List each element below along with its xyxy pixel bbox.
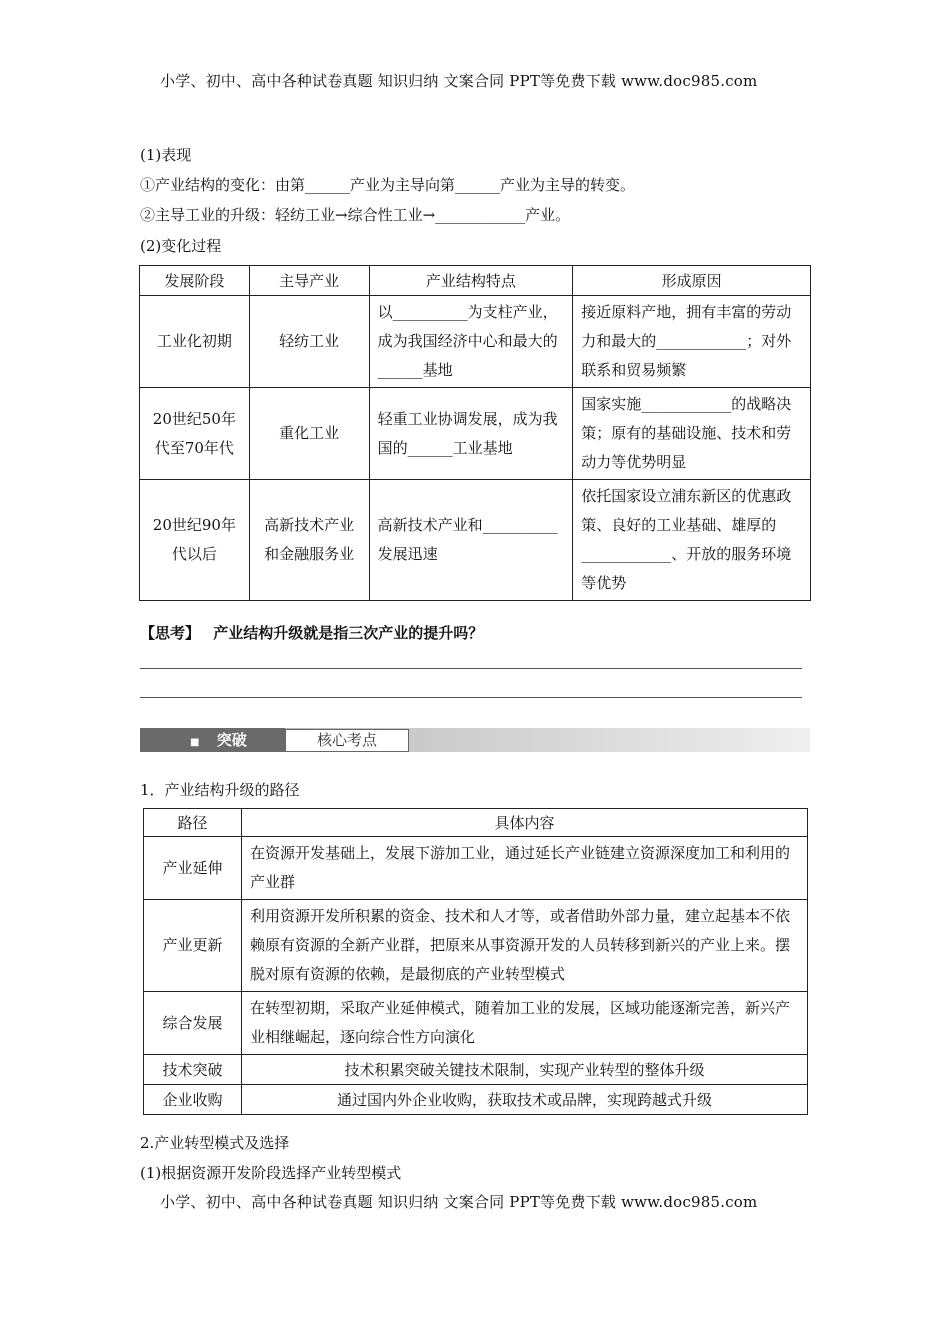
- table-header: 路径: [144, 809, 242, 837]
- table-cell: 依托国家设立浦东新区的优惠政策、良好的工业基础、雄厚的____________、开放的服务环境等优势: [573, 480, 811, 601]
- table-header: 形成原因: [573, 266, 811, 296]
- page-footer: 小学、初中、高中各种试卷真题 知识归纳 文案合同 PPT等免费下载 www.doc985.com: [160, 1193, 758, 1211]
- think-label: 【思考】: [140, 624, 201, 642]
- table-cell: 高新技术产业和金融服务业: [249, 480, 369, 601]
- banner-dark-label: 突破: [216, 731, 247, 749]
- table-cell: 接近原料产地，拥有丰富的劳动力和最大的____________；对外联系和贸易频繁: [573, 296, 811, 388]
- table-cell: 利用资源开发所积累的资金、技术和人才等，或者借助外部力量，建立起基本不依赖原有资源的全新产业群，把原来从事资源开发的人员转移到新兴的产业上来。摆脱对原有资源的依赖，是最彻底的产业转型模式: [242, 900, 808, 992]
- heading-process: (2)变化过程: [140, 237, 222, 255]
- think-text: 产业结构升级就是指三次产业的提升吗？: [213, 624, 484, 642]
- process-table: [139, 265, 811, 601]
- table-cell: 综合发展: [144, 992, 242, 1055]
- table-cell: 重化工业: [249, 388, 369, 480]
- page-header: 小学、初中、高中各种试卷真题 知识归纳 文案合同 PPT等免费下载 www.doc985.com: [160, 72, 758, 90]
- fill-blank-line-2: ②主导工业的升级：轻纺工业→综合性工业→____________产业。: [140, 206, 571, 224]
- table-row: [144, 837, 808, 900]
- table-cell: 20世纪90年代以后: [140, 480, 250, 601]
- table-cell: 产业更新: [144, 900, 242, 992]
- table-row: [140, 296, 811, 388]
- banner-light-label: 核心考点: [285, 729, 409, 752]
- table-cell: 以__________为支柱产业，成为我国经济中心和最大的______基地: [369, 296, 573, 388]
- table-cell: 通过国内外企业收购，获取技术或品牌，实现跨越式升级: [242, 1085, 808, 1115]
- table-cell: 技术积累突破关键技术限制，实现产业转型的整体升级: [242, 1055, 808, 1085]
- fill-blank-line-1: ①产业结构的变化：由第______产业为主导向第______产业为主导的转变。: [140, 176, 636, 194]
- table-row: [144, 1085, 808, 1115]
- bullet-icon: ■: [190, 737, 200, 748]
- table-cell: 在转型初期，采取产业延伸模式，随着加工业的发展，区域功能逐渐完善，新兴产业相继崛起，逐向综合性方向演化: [242, 992, 808, 1055]
- table-row: [144, 900, 808, 992]
- section-banner: [140, 728, 810, 752]
- heading-performance: (1)表现: [140, 146, 192, 164]
- answer-line: [140, 697, 802, 698]
- table-cell: 轻纺工业: [249, 296, 369, 388]
- banner-dark: [140, 728, 285, 752]
- table-row: [144, 992, 808, 1055]
- table-cell: 20世纪50年代至70年代: [140, 388, 250, 480]
- table-cell: 高新技术产业和__________发展迅速: [369, 480, 573, 601]
- table-row: [140, 480, 811, 601]
- table-cell: 轻重工业协调发展，成为我国的______工业基地: [369, 388, 573, 480]
- table-row: [144, 1055, 808, 1085]
- subheading-mode: (1)根据资源开发阶段选择产业转型模式: [140, 1164, 402, 1182]
- table-cell: 国家实施____________的战略决策；原有的基础设施、技术和劳动力等优势明显: [573, 388, 811, 480]
- table-cell: 企业收购: [144, 1085, 242, 1115]
- table-cell: 在资源开发基础上，发展下游加工业，通过延长产业链建立资源深度加工和利用的产业群: [242, 837, 808, 900]
- table-cell: 技术突破: [144, 1055, 242, 1085]
- section-title-path: 1．产业结构升级的路径: [140, 781, 300, 799]
- answer-line: [140, 668, 802, 669]
- path-table: [143, 808, 808, 1115]
- table-header-row: [140, 266, 811, 296]
- table-header: 主导产业: [249, 266, 369, 296]
- table-header: 产业结构特点: [369, 266, 573, 296]
- section-title-mode: 2.产业转型模式及选择: [140, 1134, 290, 1152]
- table-row: [140, 388, 811, 480]
- table-header: 发展阶段: [140, 266, 250, 296]
- table-cell: 工业化初期: [140, 296, 250, 388]
- table-cell: 产业延伸: [144, 837, 242, 900]
- table-header-row: [144, 809, 808, 837]
- table-header: 具体内容: [242, 809, 808, 837]
- think-question: [140, 622, 483, 643]
